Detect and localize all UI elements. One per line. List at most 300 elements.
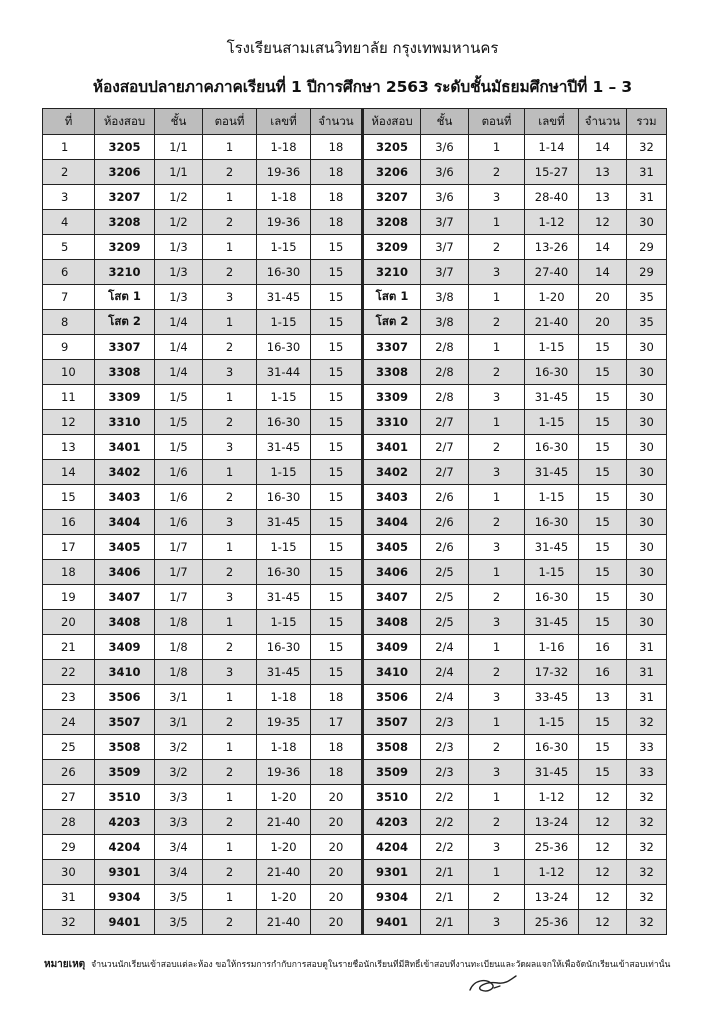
cell-count-left: 15 [311, 435, 363, 460]
cell-room-right: 3210 [363, 260, 421, 285]
cell-seat-range-right: 31-45 [525, 760, 579, 785]
cell-no: 15 [43, 485, 95, 510]
cell-room-left: 3205 [95, 135, 155, 160]
cell-count-left: 20 [311, 810, 363, 835]
cell-class-right: 2/3 [421, 710, 469, 735]
col-header-seat-range-right: เลขที่ [525, 109, 579, 135]
cell-class-right: 2/5 [421, 560, 469, 585]
cell-seat-range-right: 1-15 [525, 560, 579, 585]
cell-room-left: 4204 [95, 835, 155, 860]
cell-count-right: 14 [579, 260, 627, 285]
cell-seat-range-right: 1-15 [525, 485, 579, 510]
cell-class-right: 2/3 [421, 735, 469, 760]
cell-seat-range-left: 16-30 [257, 485, 311, 510]
cell-count-left: 17 [311, 710, 363, 735]
cell-seat-range-left: 19-36 [257, 160, 311, 185]
cell-seat-range-left: 19-35 [257, 710, 311, 735]
cell-class-left: 1/7 [155, 535, 203, 560]
cell-no: 26 [43, 760, 95, 785]
cell-seat-range-left: 1-18 [257, 735, 311, 760]
cell-section-left: 2 [203, 210, 257, 235]
cell-seat-range-left: 1-20 [257, 835, 311, 860]
cell-seat-range-left: 16-30 [257, 560, 311, 585]
cell-room-right: 3408 [363, 610, 421, 635]
table-row [43, 335, 667, 360]
cell-section-right: 2 [469, 735, 525, 760]
cell-total: 29 [627, 235, 667, 260]
cell-room-left: 3403 [95, 485, 155, 510]
cell-seat-range-right: 13-24 [525, 810, 579, 835]
cell-seat-range-left: 31-45 [257, 285, 311, 310]
cell-count-left: 15 [311, 610, 363, 635]
cell-room-right: 3403 [363, 485, 421, 510]
cell-count-left: 15 [311, 235, 363, 260]
cell-room-left: 3308 [95, 360, 155, 385]
cell-seat-range-left: 1-18 [257, 685, 311, 710]
cell-room-right: 9301 [363, 860, 421, 885]
cell-count-left: 18 [311, 160, 363, 185]
cell-seat-range-right: 31-45 [525, 610, 579, 635]
cell-class-left: 1/3 [155, 285, 203, 310]
cell-section-right: 3 [469, 685, 525, 710]
cell-no: 7 [43, 285, 95, 310]
cell-room-right: 3507 [363, 710, 421, 735]
cell-no: 9 [43, 335, 95, 360]
col-header-total: รวม [627, 109, 667, 135]
cell-no: 8 [43, 310, 95, 335]
cell-room-left: 3206 [95, 160, 155, 185]
cell-count-left: 18 [311, 735, 363, 760]
cell-total: 32 [627, 860, 667, 885]
cell-seat-range-left: 16-30 [257, 635, 311, 660]
cell-count-right: 12 [579, 860, 627, 885]
cell-count-left: 15 [311, 335, 363, 360]
cell-no: 21 [43, 635, 95, 660]
cell-count-left: 15 [311, 560, 363, 585]
table-row [43, 210, 667, 235]
cell-total: 30 [627, 435, 667, 460]
cell-room-left: 3409 [95, 635, 155, 660]
cell-room-left: โสต 1 [95, 285, 155, 310]
page-title: ห้องสอบปลายภาคภาคเรียนที่ 1 ปีการศึกษา 2563 ระดับชั้นมัธยมศึกษาปีที่ 1 – 3 [92, 78, 633, 96]
cell-section-left: 1 [203, 735, 257, 760]
cell-seat-range-left: 19-36 [257, 210, 311, 235]
cell-room-right: 4203 [363, 810, 421, 835]
cell-class-left: 3/2 [155, 735, 203, 760]
table-row [43, 610, 667, 635]
cell-section-left: 2 [203, 910, 257, 935]
cell-no: 3 [43, 185, 95, 210]
cell-count-left: 18 [311, 185, 363, 210]
cell-no: 13 [43, 435, 95, 460]
cell-section-right: 3 [469, 910, 525, 935]
cell-total: 30 [627, 335, 667, 360]
cell-section-right: 1 [469, 285, 525, 310]
cell-seat-range-left: 31-45 [257, 585, 311, 610]
cell-room-left: 3207 [95, 185, 155, 210]
table-row [43, 885, 667, 910]
cell-seat-range-left: 21-40 [257, 910, 311, 935]
cell-class-left: 3/3 [155, 785, 203, 810]
cell-section-left: 1 [203, 135, 257, 160]
cell-class-right: 2/3 [421, 760, 469, 785]
table-row [43, 485, 667, 510]
cell-section-right: 3 [469, 385, 525, 410]
cell-class-right: 2/5 [421, 585, 469, 610]
cell-total: 32 [627, 135, 667, 160]
cell-seat-range-left: 31-44 [257, 360, 311, 385]
cell-seat-range-right: 13-24 [525, 885, 579, 910]
cell-seat-range-left: 16-30 [257, 335, 311, 360]
cell-seat-range-left: 1-15 [257, 235, 311, 260]
cell-section-left: 2 [203, 810, 257, 835]
cell-section-right: 3 [469, 835, 525, 860]
cell-class-right: 2/4 [421, 660, 469, 685]
cell-room-left: 3309 [95, 385, 155, 410]
cell-class-right: 2/1 [421, 885, 469, 910]
cell-no: 19 [43, 585, 95, 610]
cell-section-right: 1 [469, 335, 525, 360]
cell-room-left: 9304 [95, 885, 155, 910]
cell-section-left: 1 [203, 610, 257, 635]
cell-count-right: 15 [579, 610, 627, 635]
cell-room-right: 3209 [363, 235, 421, 260]
cell-room-left: 3208 [95, 210, 155, 235]
cell-class-right: 3/8 [421, 310, 469, 335]
cell-class-right: 2/7 [421, 460, 469, 485]
col-header-class-right: ชั้น [421, 109, 469, 135]
cell-count-right: 13 [579, 185, 627, 210]
cell-seat-range-right: 16-30 [525, 435, 579, 460]
cell-total: 31 [627, 635, 667, 660]
cell-section-right: 1 [469, 785, 525, 810]
cell-class-left: 3/5 [155, 885, 203, 910]
cell-section-right: 2 [469, 885, 525, 910]
cell-seat-range-right: 1-14 [525, 135, 579, 160]
table-row [43, 435, 667, 460]
table-row [43, 910, 667, 935]
cell-room-left: 3406 [95, 560, 155, 585]
cell-count-left: 20 [311, 835, 363, 860]
cell-section-right: 3 [469, 610, 525, 635]
col-header-class-left: ชั้น [155, 109, 203, 135]
cell-no: 17 [43, 535, 95, 560]
cell-count-left: 18 [311, 210, 363, 235]
cell-seat-range-left: 16-30 [257, 260, 311, 285]
cell-class-right: 2/8 [421, 360, 469, 385]
cell-room-left: 3506 [95, 685, 155, 710]
cell-room-right: 3404 [363, 510, 421, 535]
cell-room-left: 3408 [95, 610, 155, 635]
cell-room-right: 3308 [363, 360, 421, 385]
cell-count-left: 15 [311, 660, 363, 685]
cell-seat-range-left: 1-15 [257, 460, 311, 485]
cell-no: 20 [43, 610, 95, 635]
cell-class-left: 1/1 [155, 135, 203, 160]
cell-seat-range-left: 21-40 [257, 810, 311, 835]
table-row [43, 385, 667, 410]
cell-seat-range-left: 16-30 [257, 410, 311, 435]
table-row [43, 785, 667, 810]
cell-total: 32 [627, 885, 667, 910]
cell-room-left: 4203 [95, 810, 155, 835]
cell-section-left: 1 [203, 535, 257, 560]
cell-count-right: 16 [579, 635, 627, 660]
col-header-section-right: ตอนที่ [469, 109, 525, 135]
cell-class-left: 1/4 [155, 310, 203, 335]
cell-class-left: 3/2 [155, 760, 203, 785]
table-row [43, 510, 667, 535]
cell-room-right: 3208 [363, 210, 421, 235]
cell-class-right: 2/6 [421, 510, 469, 535]
cell-room-right: 3406 [363, 560, 421, 585]
cell-room-right: 4204 [363, 835, 421, 860]
cell-total: 30 [627, 585, 667, 610]
cell-section-left: 3 [203, 285, 257, 310]
cell-section-right: 3 [469, 460, 525, 485]
cell-section-right: 1 [469, 135, 525, 160]
cell-no: 14 [43, 460, 95, 485]
cell-room-right: 3402 [363, 460, 421, 485]
cell-section-right: 1 [469, 560, 525, 585]
cell-class-right: 3/7 [421, 210, 469, 235]
cell-room-left: โสต 2 [95, 310, 155, 335]
cell-total: 30 [627, 610, 667, 635]
cell-seat-range-right: 31-45 [525, 385, 579, 410]
cell-count-right: 15 [579, 460, 627, 485]
cell-room-right: 3409 [363, 635, 421, 660]
cell-no: 22 [43, 660, 95, 685]
cell-section-left: 3 [203, 510, 257, 535]
cell-seat-range-left: 31-45 [257, 660, 311, 685]
cell-class-right: 2/4 [421, 685, 469, 710]
cell-section-left: 1 [203, 185, 257, 210]
cell-seat-range-right: 1-12 [525, 210, 579, 235]
cell-room-right: 3207 [363, 185, 421, 210]
cell-section-right: 3 [469, 260, 525, 285]
cell-seat-range-left: 1-15 [257, 610, 311, 635]
cell-count-right: 15 [579, 510, 627, 535]
cell-no: 23 [43, 685, 95, 710]
cell-total: 32 [627, 710, 667, 735]
table-row [43, 135, 667, 160]
cell-no: 30 [43, 860, 95, 885]
school-name: โรงเรียนสามเสนวิทยาลัย กรุงเทพมหานคร [226, 39, 499, 57]
cell-seat-range-right: 31-45 [525, 460, 579, 485]
cell-seat-range-right: 1-15 [525, 410, 579, 435]
cell-class-left: 1/7 [155, 585, 203, 610]
cell-no: 28 [43, 810, 95, 835]
cell-no: 2 [43, 160, 95, 185]
cell-room-left: 3307 [95, 335, 155, 360]
cell-count-right: 15 [579, 535, 627, 560]
signature-mark [464, 974, 520, 996]
cell-section-left: 1 [203, 460, 257, 485]
cell-seat-range-left: 1-18 [257, 135, 311, 160]
cell-seat-range-right: 25-36 [525, 910, 579, 935]
cell-total: 30 [627, 460, 667, 485]
cell-total: 30 [627, 410, 667, 435]
cell-count-left: 15 [311, 260, 363, 285]
table-row [43, 685, 667, 710]
cell-section-right: 3 [469, 185, 525, 210]
cell-room-right: 3206 [363, 160, 421, 185]
cell-count-right: 12 [579, 835, 627, 860]
cell-room-right: 3510 [363, 785, 421, 810]
cell-seat-range-right: 16-30 [525, 360, 579, 385]
cell-count-left: 15 [311, 535, 363, 560]
cell-class-left: 1/3 [155, 260, 203, 285]
cell-room-right: 3407 [363, 585, 421, 610]
cell-room-right: 3410 [363, 660, 421, 685]
cell-room-left: 3407 [95, 585, 155, 610]
cell-room-right: โสต 2 [363, 310, 421, 335]
cell-class-left: 1/6 [155, 485, 203, 510]
cell-seat-range-right: 1-12 [525, 860, 579, 885]
cell-class-right: 2/4 [421, 635, 469, 660]
table-row [43, 735, 667, 760]
cell-section-right: 1 [469, 410, 525, 435]
cell-room-right: 3508 [363, 735, 421, 760]
cell-count-left: 18 [311, 685, 363, 710]
cell-total: 30 [627, 485, 667, 510]
cell-room-right: 3310 [363, 410, 421, 435]
cell-room-left: 3401 [95, 435, 155, 460]
cell-count-right: 15 [579, 435, 627, 460]
cell-total: 29 [627, 260, 667, 285]
cell-seat-range-right: 15-27 [525, 160, 579, 185]
cell-class-left: 1/8 [155, 610, 203, 635]
cell-class-left: 1/6 [155, 510, 203, 535]
cell-no: 16 [43, 510, 95, 535]
cell-section-right: 2 [469, 510, 525, 535]
cell-class-left: 1/6 [155, 460, 203, 485]
cell-room-left: 3509 [95, 760, 155, 785]
col-header-no: ที่ [43, 109, 95, 135]
cell-room-right: 3205 [363, 135, 421, 160]
col-header-count-right: จำนวน [579, 109, 627, 135]
table-row [43, 860, 667, 885]
table-row [43, 560, 667, 585]
cell-class-left: 3/5 [155, 910, 203, 935]
cell-section-left: 1 [203, 385, 257, 410]
cell-section-right: 2 [469, 160, 525, 185]
cell-room-right: 3307 [363, 335, 421, 360]
cell-section-left: 2 [203, 860, 257, 885]
cell-count-left: 15 [311, 635, 363, 660]
cell-section-left: 2 [203, 260, 257, 285]
table-row [43, 660, 667, 685]
cell-room-right: 3405 [363, 535, 421, 560]
cell-section-left: 2 [203, 560, 257, 585]
cell-class-left: 3/4 [155, 835, 203, 860]
cell-section-left: 1 [203, 785, 257, 810]
cell-seat-range-left: 1-15 [257, 385, 311, 410]
cell-count-right: 16 [579, 660, 627, 685]
cell-count-left: 15 [311, 310, 363, 335]
cell-count-left: 18 [311, 135, 363, 160]
cell-section-left: 2 [203, 710, 257, 735]
cell-seat-range-left: 1-15 [257, 310, 311, 335]
cell-section-right: 1 [469, 485, 525, 510]
cell-no: 10 [43, 360, 95, 385]
cell-room-left: 3209 [95, 235, 155, 260]
cell-no: 12 [43, 410, 95, 435]
cell-room-left: 3402 [95, 460, 155, 485]
cell-total: 30 [627, 560, 667, 585]
table-row [43, 460, 667, 485]
cell-class-right: 3/7 [421, 235, 469, 260]
cell-count-left: 15 [311, 585, 363, 610]
cell-class-left: 1/2 [155, 210, 203, 235]
cell-total: 32 [627, 810, 667, 835]
cell-seat-range-left: 21-40 [257, 860, 311, 885]
cell-seat-range-right: 16-30 [525, 735, 579, 760]
cell-class-right: 2/2 [421, 810, 469, 835]
cell-seat-range-right: 17-32 [525, 660, 579, 685]
cell-seat-range-left: 31-45 [257, 435, 311, 460]
cell-count-right: 13 [579, 160, 627, 185]
cell-count-right: 15 [579, 735, 627, 760]
cell-class-right: 2/2 [421, 835, 469, 860]
table-header-row [43, 109, 667, 135]
cell-total: 35 [627, 285, 667, 310]
cell-section-right: 1 [469, 635, 525, 660]
cell-section-left: 2 [203, 335, 257, 360]
cell-count-right: 12 [579, 785, 627, 810]
cell-section-right: 1 [469, 210, 525, 235]
col-header-section-left: ตอนที่ [203, 109, 257, 135]
cell-section-left: 1 [203, 235, 257, 260]
cell-no: 5 [43, 235, 95, 260]
cell-class-right: 2/2 [421, 785, 469, 810]
note-label: หมายเหตุ [44, 959, 86, 970]
cell-class-right: 2/7 [421, 410, 469, 435]
cell-seat-range-right: 28-40 [525, 185, 579, 210]
table-row [43, 635, 667, 660]
cell-seat-range-right: 16-30 [525, 585, 579, 610]
cell-total: 33 [627, 735, 667, 760]
cell-no: 6 [43, 260, 95, 285]
cell-section-left: 3 [203, 360, 257, 385]
cell-class-left: 1/2 [155, 185, 203, 210]
cell-section-left: 2 [203, 160, 257, 185]
cell-class-right: 2/5 [421, 610, 469, 635]
cell-class-right: 3/7 [421, 260, 469, 285]
cell-count-left: 20 [311, 785, 363, 810]
cell-seat-range-left: 1-20 [257, 785, 311, 810]
cell-room-right: 3509 [363, 760, 421, 785]
note-text: จำนวนนักเรียนเข้าสอบแต่ละห้อง ขอให้กรรมการกำกับการสอบดูในรายชื่อนักเรียนที่มีสิทธิ์เข้าสอบที่งานทะเบียนและวัดผลแจกให้เพื่อจัดนักเรียนเข้าสอบเท่านั้น [91, 960, 671, 970]
table-row [43, 710, 667, 735]
cell-section-left: 3 [203, 435, 257, 460]
cell-section-left: 3 [203, 660, 257, 685]
cell-class-left: 1/1 [155, 160, 203, 185]
cell-seat-range-right: 1-15 [525, 335, 579, 360]
cell-class-right: 2/8 [421, 385, 469, 410]
cell-no: 27 [43, 785, 95, 810]
cell-total: 32 [627, 910, 667, 935]
cell-total: 30 [627, 385, 667, 410]
cell-section-right: 2 [469, 235, 525, 260]
cell-count-left: 15 [311, 285, 363, 310]
table-row [43, 810, 667, 835]
cell-class-right: 2/7 [421, 435, 469, 460]
cell-no: 24 [43, 710, 95, 735]
cell-section-right: 2 [469, 310, 525, 335]
cell-total: 32 [627, 835, 667, 860]
cell-total: 35 [627, 310, 667, 335]
